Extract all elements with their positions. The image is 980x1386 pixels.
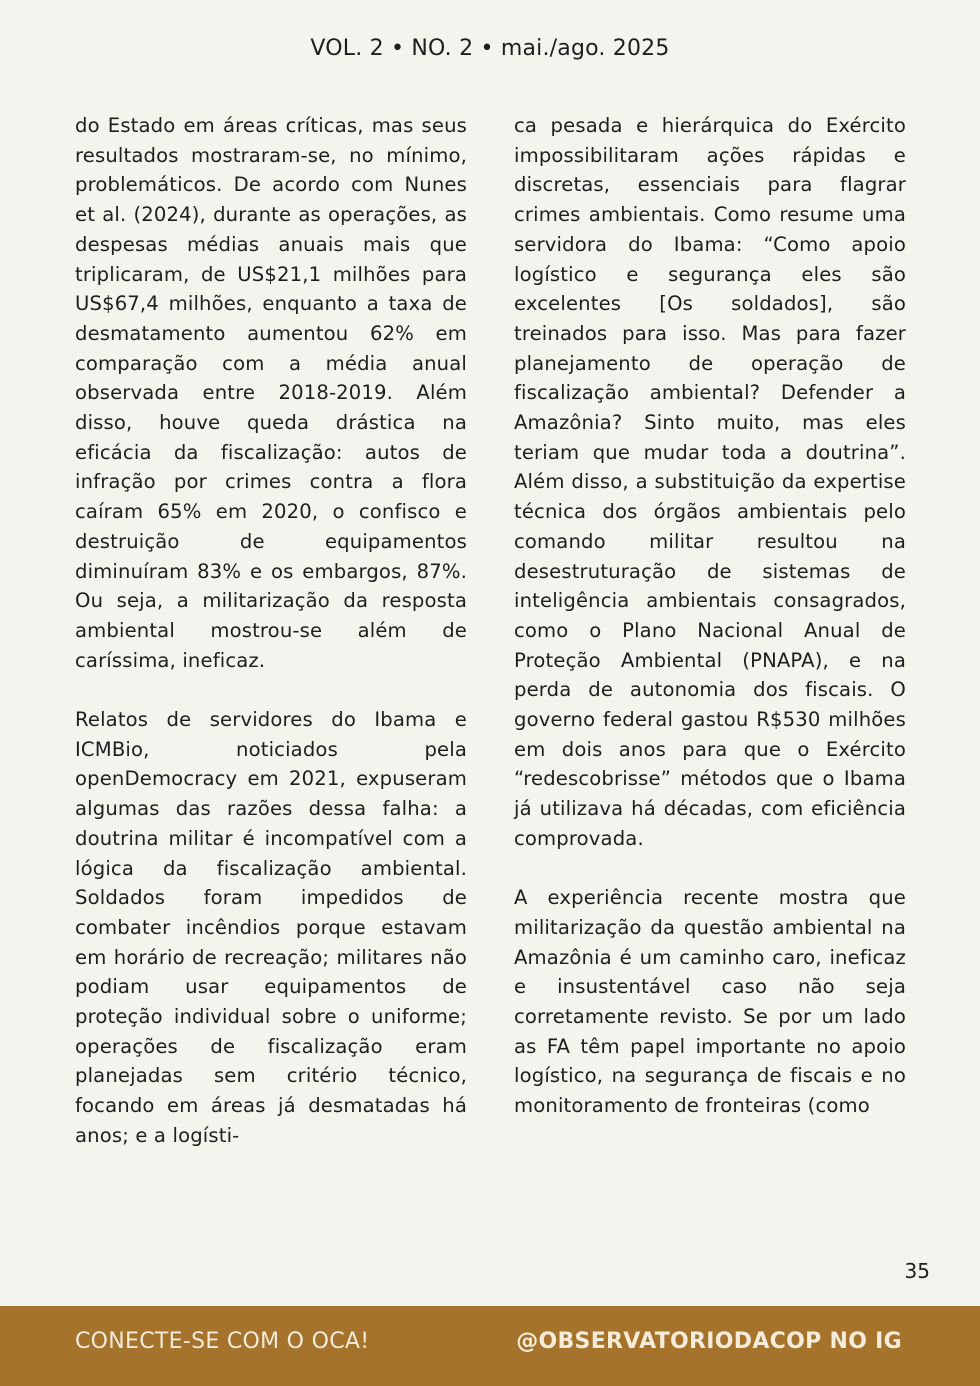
right-paragraph-1: ca pesada e hierárquica do Exército impossibilitaram ações rápidas e discretas, essenciais para flagrar crimes ambientais. Como resume uma servidora do Ibama: “Como apoio logístico e segurança eles são excelentes [Os soldados], são treinados para isso. Mas para fazer planejamento de operação de fiscalização ambiental? Defender a Amazônia? Sinto muito, mas eles teriam que mudar toda a doutrina”. Além disso, a substituição da expertise técnica dos órgãos ambientais pelo comando militar resultou na desestruturação de sistemas de inteligência ambientais consagrados, como o Plano Nacional Anual de Proteção Ambiental (PNAPA), e na perda de autonomia dos fiscais. O governo federal gastou R$530 milhões em dois anos para que o Exército “redescobrisse” métodos que o Ibama já utilizava há décadas, com eficiência comprovada. <box>514 114 906 850</box>
left-paragraph-2: Relatos de servidores do Ibama e ICMBio, noticiados pela openDemocracy em 2021, expuseram algumas das razões dessa falha: a doutrina militar é incompatível com a lógica da fiscalização ambiental. Soldados foram impedidos de combater incêndios porque estavam em horário de recreação; militares não podiam usar equipamentos de proteção individual sobre o uniforme; operações de fiscalização eram planejadas sem critério técnico, focando em áreas já desmatadas há anos; e a logísti- <box>75 708 467 1147</box>
footer-instagram-handle[interactable]: @OBSERVATORIODACOP NO IG <box>516 1329 902 1354</box>
left-text-column <box>75 111 467 1151</box>
left-paragraph-1: do Estado em áreas críticas, mas seus resultados mostraram-se, no mínimo, problemáticos. De acordo com Nunes et al. (2024), durante as operações, as despesas médias anuais mais que triplicaram, de US$21,1 milhões para US$67,4 milhões, enquanto a taxa de desmatamento aumentou 62% em comparação com a média anual observada entre 2018-2019. Além disso, houve queda drástica na eficácia da fiscalização: autos de infração por crimes contra a flora caíram 65% em 2020, o confisco e destruição de equipamentos diminuíram 83% e os embargos, 87%. Ou seja, a militarização da resposta ambiental mostrou-se além de caríssima, ineficaz. <box>75 114 467 672</box>
right-paragraph-2: A experiência recente mostra que militarização da questão ambiental na Amazônia é um caminho caro, ineficaz e insustentável caso não seja corretamente revisto. Se por um lado as FA têm papel importante no apoio logístico, na segurança de fiscais e no monitoramento de fronteiras (como <box>514 886 906 1118</box>
page-number: 35 <box>904 1259 930 1283</box>
footer-bar <box>0 1306 980 1386</box>
footer-connect-text: CONECTE-SE COM O OCA! <box>75 1329 370 1354</box>
right-text-column <box>514 111 906 1121</box>
issue-header: VOL. 2 • NO. 2 • mai./ago. 2025 <box>310 36 670 61</box>
